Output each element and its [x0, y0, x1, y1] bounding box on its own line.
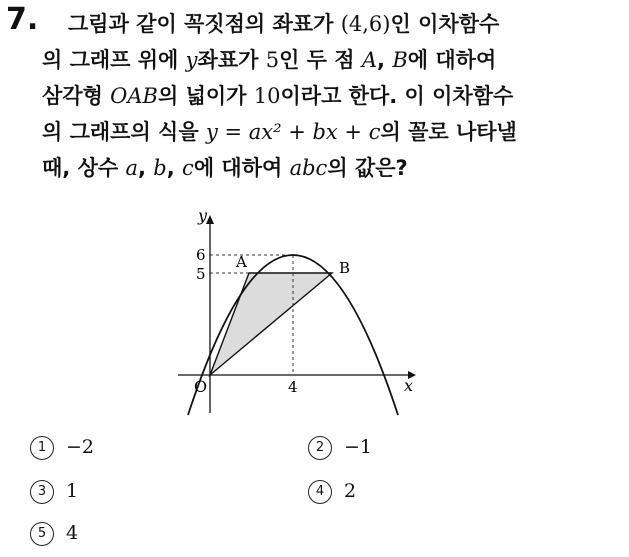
- point-b-label: B: [339, 259, 351, 277]
- question-text-segment: ,: [138, 156, 154, 180]
- math-expression: c: [182, 156, 194, 180]
- choice-marker: 3: [30, 480, 54, 504]
- math-expression: y = ax² + bx + c: [205, 120, 381, 144]
- question-line: [42, 6, 622, 42]
- question-number: 7.: [6, 2, 39, 37]
- tick-label-4: 4: [288, 378, 298, 396]
- choice-value: 2: [344, 480, 357, 502]
- question-text-segment: 그림과 같이 꼭짓점의 좌표가: [68, 12, 341, 36]
- math-expression: (4,6): [340, 12, 391, 36]
- math-expression: A: [361, 48, 378, 72]
- x-axis-label: x: [404, 376, 414, 395]
- question-line: [42, 150, 622, 186]
- math-expression: 10: [253, 84, 281, 108]
- parabola-graph: [170, 205, 430, 420]
- choice-value: 4: [66, 522, 79, 544]
- question-text-segment: 의 넓이가: [158, 84, 254, 108]
- math-expression: OAB: [110, 84, 158, 108]
- question-text-segment: 좌표가: [197, 48, 266, 72]
- question-text-segment: 의 값은?: [327, 156, 408, 180]
- choice-3[interactable]: [30, 480, 78, 504]
- math-expression: 5: [265, 48, 280, 72]
- question-text-segment: 때, 상수: [42, 156, 126, 180]
- question-text-segment: ,: [166, 156, 183, 180]
- y-axis-label: y: [198, 206, 208, 225]
- question-text-segment: 에 대하여: [193, 156, 290, 180]
- choice-2[interactable]: [308, 436, 372, 460]
- question-line: [42, 78, 622, 114]
- question-text-segment: 의 그래프 위에: [42, 48, 186, 72]
- choice-value: −2: [66, 436, 95, 458]
- origin-label: O: [194, 377, 208, 396]
- question-text-segment: 에 대하여: [407, 48, 497, 72]
- math-expression: a: [125, 156, 138, 180]
- choice-5[interactable]: [30, 522, 78, 546]
- question-text-segment: 의 꼴로 나타낼: [380, 120, 517, 144]
- question-line: [42, 114, 622, 150]
- triangle-oab: [210, 273, 332, 375]
- math-expression: B: [392, 48, 408, 72]
- y-axis-arrow: [206, 215, 214, 224]
- choice-marker: 4: [308, 480, 332, 504]
- math-expression: y: [185, 48, 198, 72]
- point-a-label: A: [236, 253, 247, 271]
- math-expression: abc: [289, 156, 328, 180]
- question-text-segment: 인 두 점: [279, 48, 362, 72]
- question-text-segment: 이라고 한다. 이 이차함수: [280, 84, 514, 108]
- tick-label-5: 5: [196, 265, 206, 283]
- choice-marker: 2: [308, 436, 332, 460]
- tick-label-6: 6: [196, 246, 206, 264]
- question-text-segment: 의 그래프의 식을: [42, 120, 206, 144]
- choice-value: 1: [66, 480, 79, 502]
- choice-marker: 5: [30, 522, 54, 546]
- choice-marker: 1: [30, 436, 54, 460]
- choice-1[interactable]: [30, 436, 94, 460]
- question-text-segment: ,: [377, 48, 393, 72]
- choice-4[interactable]: [308, 480, 356, 504]
- question-text-segment: 삼각형: [42, 84, 111, 108]
- choice-value: −1: [344, 436, 373, 458]
- question-text-segment: 인 이차함수: [390, 12, 500, 36]
- math-expression: b: [153, 156, 167, 180]
- question-text: [42, 6, 622, 186]
- question-line: [42, 42, 622, 78]
